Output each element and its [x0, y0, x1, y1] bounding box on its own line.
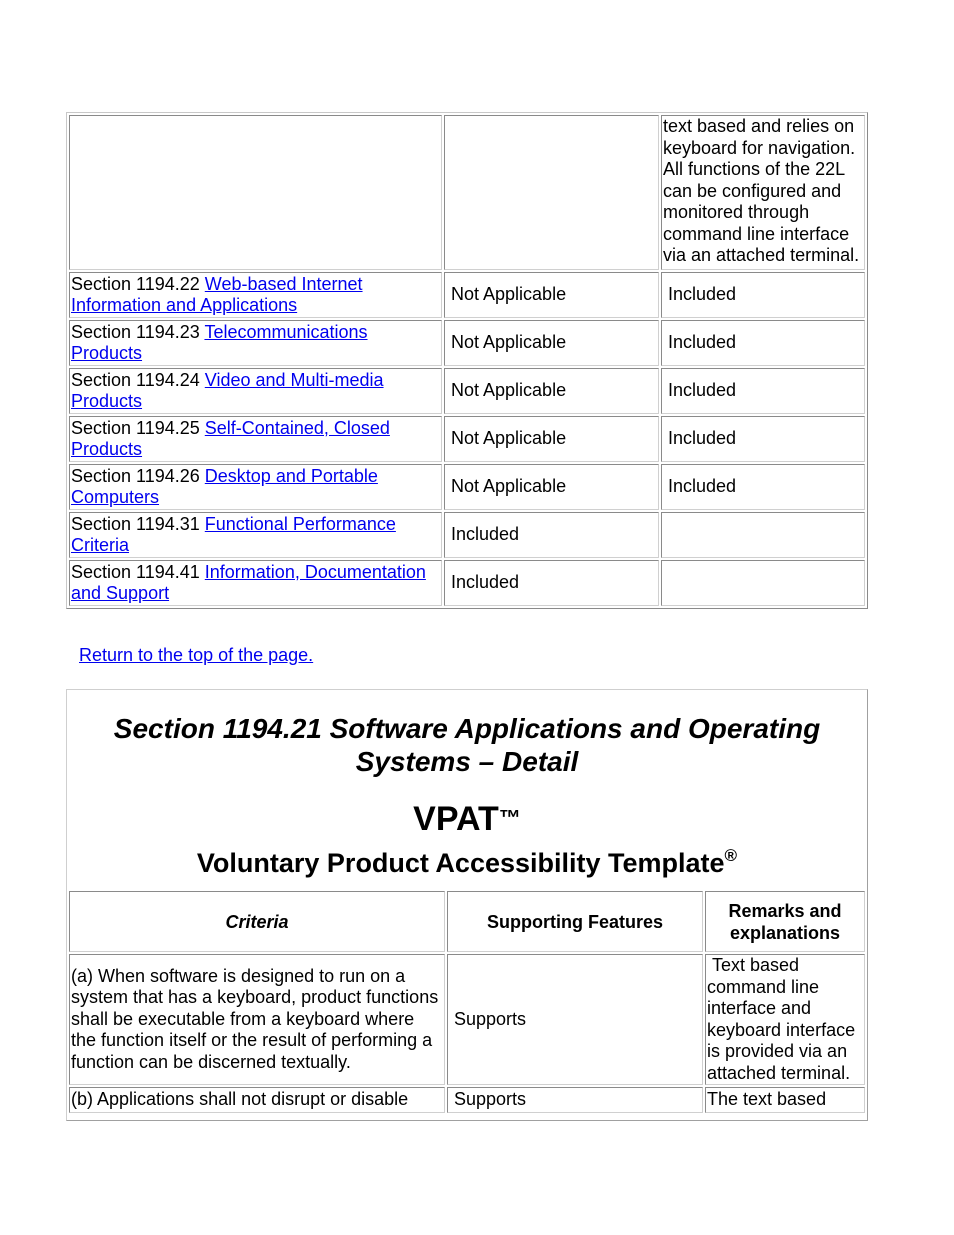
criteria-cell — [69, 512, 442, 558]
vpat-text: VPAT — [413, 800, 499, 838]
criteria-cell — [69, 320, 442, 366]
table-row — [69, 115, 865, 270]
support-cell: Supports — [447, 1087, 703, 1113]
section-number: Section 1194.22 — [71, 273, 205, 294]
return-to-top-link[interactable]: Return to the top of the page. — [79, 645, 314, 665]
support-cell: Included — [444, 560, 659, 606]
remark-cell: Included — [661, 368, 865, 414]
support-cell: Not Applicable — [444, 320, 659, 366]
remark-cell: Included — [661, 416, 865, 462]
support-cell — [444, 115, 659, 270]
criteria-cell — [69, 115, 442, 270]
section-link-1194-41[interactable]: Information, Documentation and Support — [71, 561, 426, 603]
section-link-1194-23[interactable]: Telecommunications Products — [71, 321, 368, 363]
table-row — [69, 368, 865, 414]
table-row — [69, 1087, 865, 1113]
remark-cell: Included — [661, 320, 865, 366]
remark-cell: Included — [661, 272, 865, 318]
supporting-features-header: Supporting Features — [447, 891, 703, 952]
remark-cell: The text based — [705, 1087, 865, 1113]
section-number: Section 1194.23 — [71, 321, 205, 342]
section-title: Section 1194.21 Software Applications and Operating Systems – Detail — [113, 713, 821, 777]
section-link-1194-31[interactable]: Functional Performance Criteria — [71, 513, 396, 555]
section-number: Section 1194.25 — [71, 417, 205, 438]
remark-cell — [661, 512, 865, 558]
template-subtitle-text: Voluntary Product Accessibility Template — [196, 848, 725, 878]
support-cell: Not Applicable — [444, 464, 659, 510]
vpat-heading — [67, 798, 867, 839]
criteria-cell — [69, 416, 442, 462]
table-row — [69, 320, 865, 366]
remarks-header: Remarks and explanations — [705, 891, 865, 952]
section-number: Section 1194.41 — [71, 561, 205, 582]
support-cell: Included — [444, 512, 659, 558]
table-row — [69, 416, 865, 462]
support-cell: Not Applicable — [444, 368, 659, 414]
detail-criteria-table — [67, 889, 867, 1115]
table-row — [69, 464, 865, 510]
trademark-symbol: ™ — [498, 805, 521, 830]
table-row — [69, 272, 865, 318]
remark-cell: Included — [661, 464, 865, 510]
criteria-cell — [69, 368, 442, 414]
table-row — [69, 512, 865, 558]
table-header-row — [69, 891, 865, 952]
criteria-cell: (a) When software is designed to run on a system that has a keyboard, product functions shall be executable from a keyboard where the function itself or the result of performing a function can be discerned textually. — [69, 954, 445, 1085]
criteria-cell: (b) Applications shall not disrupt or disable — [69, 1087, 445, 1113]
section-link-1194-22[interactable]: Web-based Internet Information and Applications — [71, 273, 363, 315]
criteria-cell — [69, 464, 442, 510]
section-number: Section 1194.31 — [71, 513, 205, 534]
support-cell: Supports — [447, 954, 703, 1085]
remark-cell: text based and relies on keyboard for navigation. All functions of the 22L can be configured and monitored through command line interface via an attached terminal. — [661, 115, 865, 270]
section-link-1194-24[interactable]: Video and Multi-media Products — [71, 369, 384, 411]
section-link-1194-25[interactable]: Self-Contained, Closed Products — [71, 417, 390, 459]
remark-cell: Text based command line interface and keyboard interface is provided via an attached terminal. — [705, 954, 865, 1085]
registered-symbol: ® — [724, 846, 738, 865]
support-cell: Not Applicable — [444, 416, 659, 462]
table-row — [69, 954, 865, 1085]
criteria-header: Criteria — [69, 891, 445, 952]
detail-section-panel — [66, 689, 868, 1121]
criteria-cell — [69, 560, 442, 606]
criteria-cell — [69, 272, 442, 318]
section-number: Section 1194.26 — [71, 465, 205, 486]
template-subtitle — [67, 846, 867, 880]
support-cell: Not Applicable — [444, 272, 659, 318]
remark-cell — [661, 560, 865, 606]
section-summary-table — [66, 112, 868, 609]
table-row — [69, 560, 865, 606]
section-link-1194-26[interactable]: Desktop and Portable Computers — [71, 465, 378, 507]
section-number: Section 1194.24 — [71, 369, 205, 390]
